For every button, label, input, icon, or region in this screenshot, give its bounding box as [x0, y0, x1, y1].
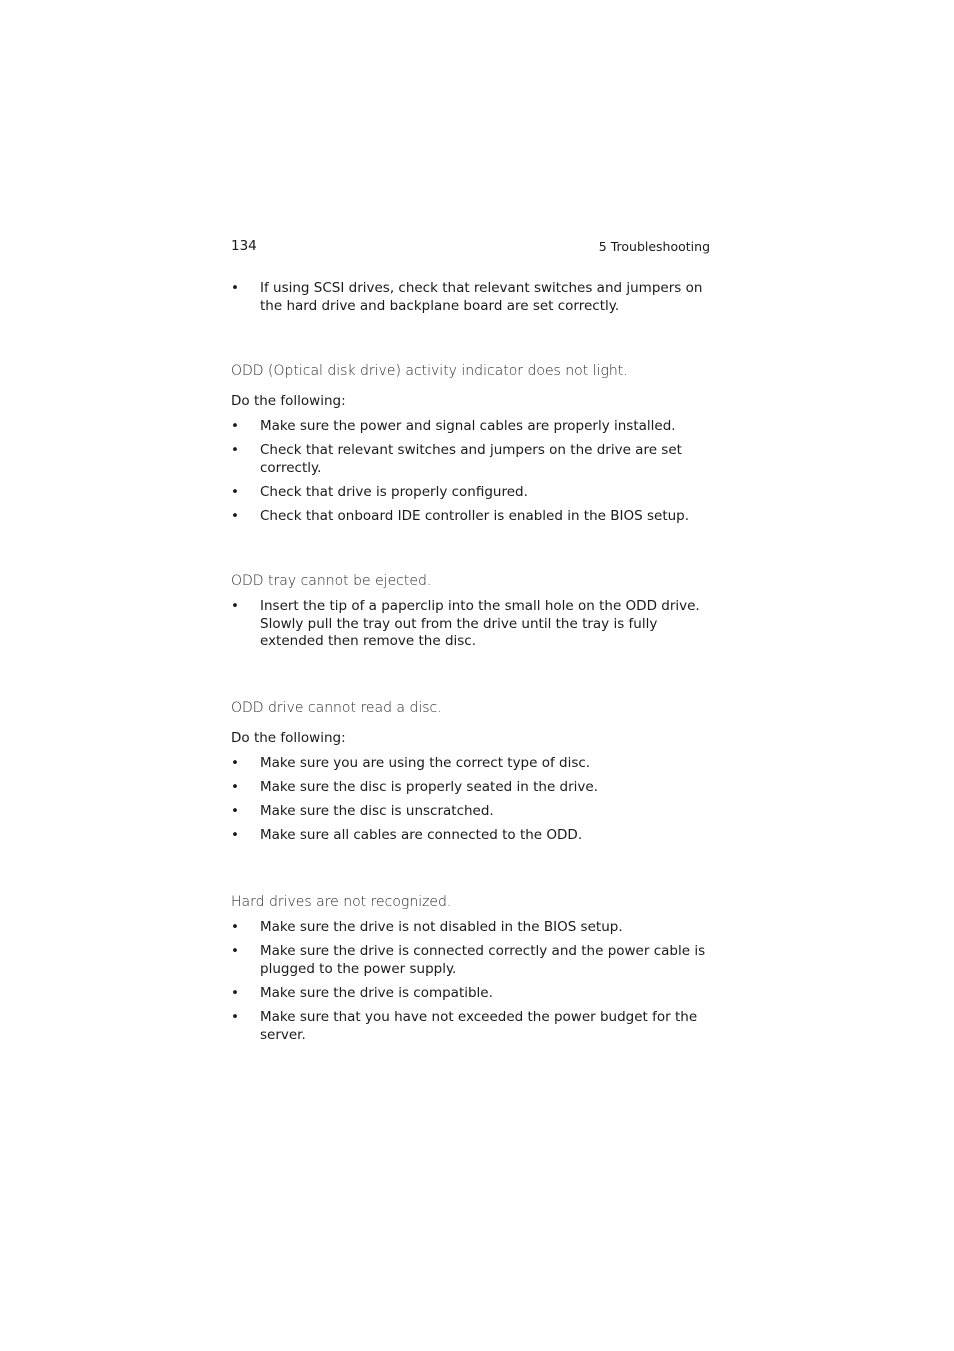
list-item-text: Make sure the drive is connected correctly and the power cable is plugged to the power supply. — [260, 943, 706, 977]
bullet-glyph: • — [231, 442, 239, 458]
list-item-text: Make sure all cables are connected to the ODD. — [260, 827, 583, 843]
list-item — [231, 280, 711, 315]
bullet-glyph: • — [231, 508, 239, 524]
section-heading-odd-indicator: ODD (Optical disk drive) activity indicator does not light. — [231, 363, 628, 379]
bullet-glyph: • — [231, 803, 239, 819]
bullet-glyph: • — [231, 1009, 239, 1025]
list-item — [231, 779, 711, 797]
list-item-text: Make sure the disc is unscratched. — [260, 803, 494, 819]
section-heading-odd-tray: ODD tray cannot be ejected. — [231, 573, 432, 589]
list-item-text: Check that onboard IDE controller is enabled in the BIOS setup. — [260, 508, 690, 524]
list-item-text: Make sure the disc is properly seated in the drive. — [260, 779, 598, 795]
bullet-glyph: • — [231, 919, 239, 935]
section-lead: Do the following: — [231, 730, 346, 746]
bullet-glyph: • — [231, 779, 239, 795]
bullet-glyph: • — [231, 755, 239, 771]
list-item — [231, 598, 711, 651]
bullet-glyph: • — [231, 484, 239, 500]
bullet-glyph: • — [231, 827, 239, 843]
list-item-text: Make sure the drive is compatible. — [260, 985, 493, 1001]
list-item — [231, 442, 711, 477]
list-item — [231, 418, 711, 436]
list-item-text: Check that drive is properly configured. — [260, 484, 528, 500]
list-item-text: Insert the tip of a paperclip into the small hole on the ODD drive. Slowly pull the tray out from the drive until the tray is fully extended then remove the disc. — [260, 598, 700, 649]
list-item — [231, 943, 711, 978]
bullet-glyph: • — [231, 418, 239, 434]
list-item — [231, 484, 711, 502]
section-lead: Do the following: — [231, 393, 346, 409]
section-heading-hard-drives: Hard drives are not recognized. — [231, 894, 452, 910]
list-item — [231, 985, 711, 1003]
bullet-glyph: • — [231, 598, 239, 614]
list-item — [231, 919, 711, 937]
chapter-title: 5 Troubleshooting — [598, 239, 710, 254]
list-item — [231, 508, 711, 526]
list-item-text: Make sure the power and signal cables are properly installed. — [260, 418, 676, 434]
list-item — [231, 803, 711, 821]
bullet-glyph: • — [231, 985, 239, 1001]
page-number: 134 — [231, 238, 257, 254]
list-item — [231, 827, 711, 845]
list-item-text: Check that relevant switches and jumpers on the drive are set correctly. — [260, 442, 682, 476]
list-item-text: Make sure the drive is not disabled in the BIOS setup. — [260, 919, 623, 935]
list-item — [231, 1009, 711, 1044]
bullet-glyph: • — [231, 943, 239, 959]
list-item-text: Make sure that you have not exceeded the power budget for the server. — [260, 1009, 698, 1043]
list-item-text: If using SCSI drives, check that relevant switches and jumpers on the hard drive and backplane board are set correctly. — [260, 280, 703, 314]
list-item — [231, 755, 711, 773]
bullet-glyph: • — [231, 280, 239, 296]
section-heading-odd-read: ODD drive cannot read a disc. — [231, 700, 442, 716]
list-item-text: Make sure you are using the correct type of disc. — [260, 755, 591, 771]
